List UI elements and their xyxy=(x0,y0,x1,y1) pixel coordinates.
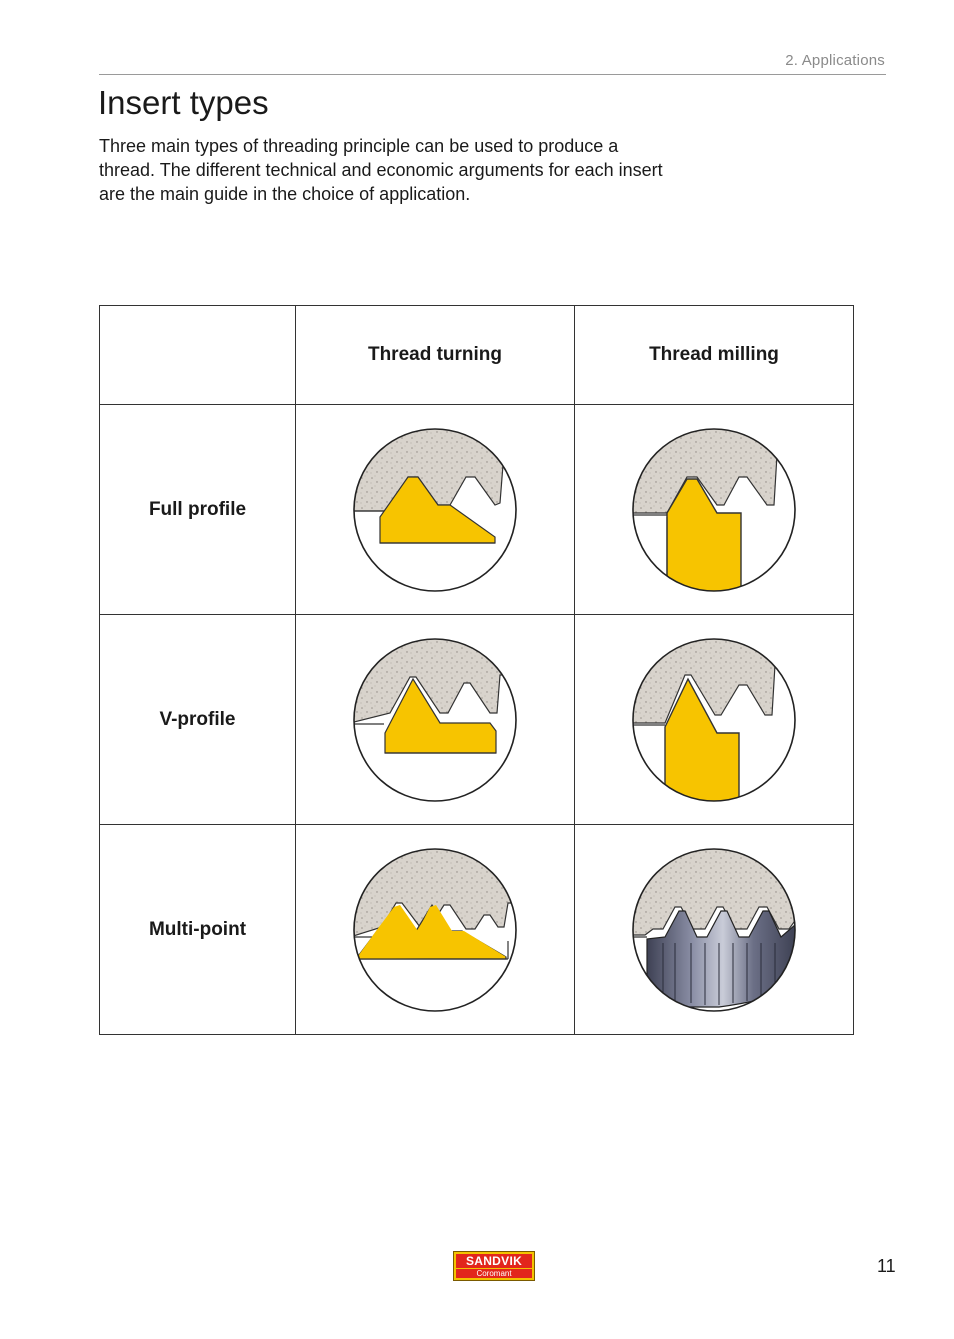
multi-point-turning-illustration xyxy=(350,845,520,1015)
header-divider xyxy=(99,74,886,75)
v-profile-turning-illustration xyxy=(350,635,520,805)
multi-point-milling-cell xyxy=(575,825,854,1035)
logo-sub-text: Coromant xyxy=(456,1269,532,1278)
table-header-row xyxy=(100,306,854,405)
full-profile-milling-illustration xyxy=(629,425,799,595)
row-label-v-profile: V-profile xyxy=(100,615,296,825)
section-label: 2. Applications xyxy=(785,52,885,69)
table-row-multi-point xyxy=(100,825,854,1035)
page-number: 11 xyxy=(877,1256,896,1276)
v-profile-milling-illustration xyxy=(629,635,799,805)
logo-brand-text: SANDVIK xyxy=(456,1254,532,1268)
table-row-full-profile xyxy=(100,405,854,615)
intro-paragraph: Three main types of threading principle can be used to produce a thread. The different technical and economic arguments for each insert are the main guide in the choice of application. xyxy=(99,136,663,204)
table-corner-cell xyxy=(100,306,296,405)
v-profile-milling-cell xyxy=(575,615,854,825)
full-profile-turning-cell xyxy=(296,405,575,615)
insert-types-table xyxy=(99,305,854,1035)
table-row-v-profile xyxy=(100,615,854,825)
multi-point-milling-illustration xyxy=(629,845,799,1015)
full-profile-milling-cell xyxy=(575,405,854,615)
page-title: Insert types xyxy=(98,84,269,121)
multi-point-turning-cell xyxy=(296,825,575,1035)
row-label-full-profile: Full profile xyxy=(100,405,296,615)
sandvik-coromant-logo xyxy=(453,1251,535,1281)
column-header-thread-milling: Thread milling xyxy=(575,306,854,405)
full-profile-turning-illustration xyxy=(350,425,520,595)
column-header-thread-turning: Thread turning xyxy=(296,306,575,405)
v-profile-turning-cell xyxy=(296,615,575,825)
row-label-multi-point: Multi-point xyxy=(100,825,296,1035)
